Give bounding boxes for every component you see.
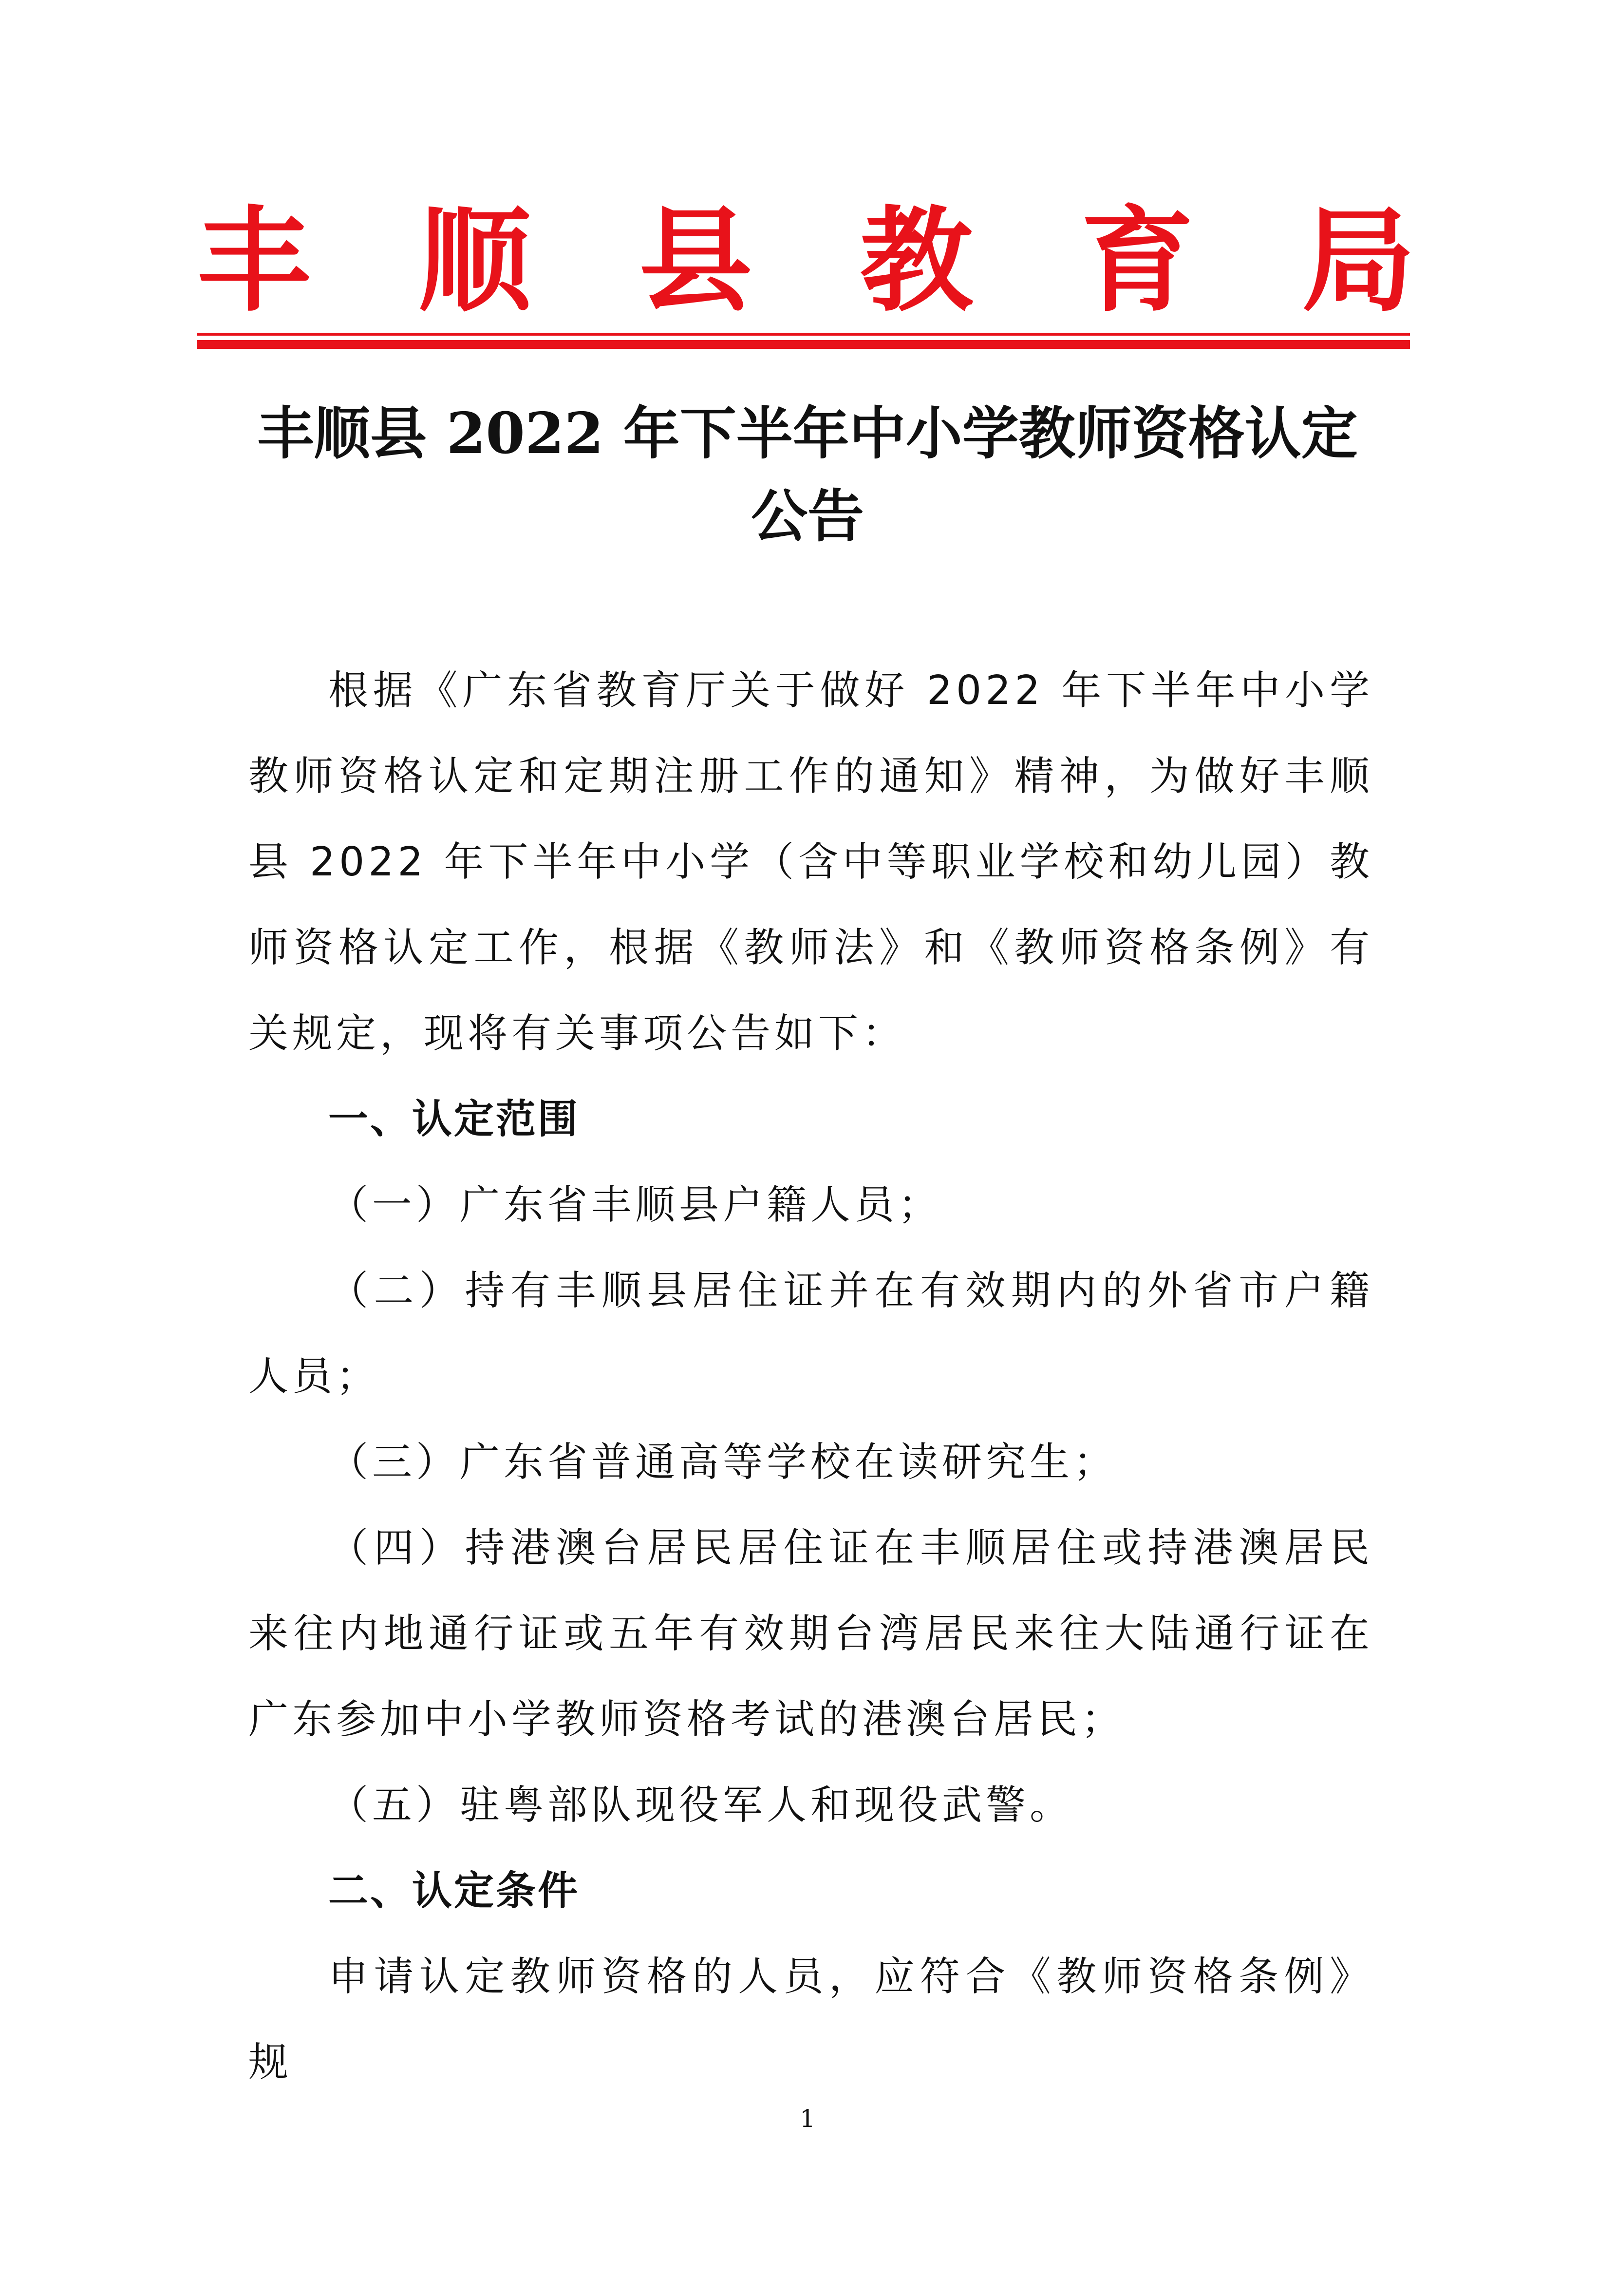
- section-heading: 一、认定范围: [328, 1096, 580, 1142]
- document-title-line: 公告: [751, 483, 864, 550]
- body-paragraph: （二）持有丰顺县居住证并在有效期内的外省市户籍人员；: [248, 1268, 1373, 1400]
- body-paragraph: （四）持港澳台居民居住证在丰顺居住或持港澳居民来往内地通行证或五年有效期台湾居民来往大陆通行证在广东参加中小学教师资格考试的港澳台居民；: [248, 1525, 1373, 1743]
- header-char: 教: [860, 194, 973, 327]
- header-divider-thick: [197, 340, 1410, 349]
- body-paragraph: 根据《广东省教育厅关于做好 2022 年下半年中小学教师资格认定和定期注册工作的通知》精神，为做好丰顺县 2022 年下半年中小学（含中等职业学校和幼儿园）教师资格认定工作，根据《教师法》和《教师资格条例》有关规定，现将有关事项公告如下：: [248, 667, 1373, 1057]
- header-char: 顺: [418, 194, 531, 327]
- document-title-line: 丰顺县 2022 年下半年中小学教师资格认定: [257, 400, 1358, 467]
- document-body: [248, 648, 1373, 2106]
- header-char: 育: [1081, 194, 1194, 327]
- page-number: 1: [800, 2105, 815, 2133]
- body-paragraph: 申请认定教师资格的人员，应符合《教师资格条例》规: [248, 1954, 1373, 2086]
- body-paragraph: （三）广东省普通高等学校在读研究生；: [328, 1439, 1118, 1485]
- body-paragraph: （一）广东省丰顺县户籍人员；: [328, 1182, 942, 1228]
- document-title: [146, 392, 1469, 558]
- header-divider-thin: [197, 333, 1410, 336]
- issuing-authority-header: [197, 192, 1415, 329]
- header-char: 县: [639, 194, 752, 327]
- body-paragraph: （五）驻粤部队现役军人和现役武警。: [328, 1782, 1074, 1828]
- section-heading: 二、认定条件: [328, 1868, 580, 1914]
- header-char: 局: [1301, 194, 1415, 327]
- header-char: 丰: [197, 194, 311, 327]
